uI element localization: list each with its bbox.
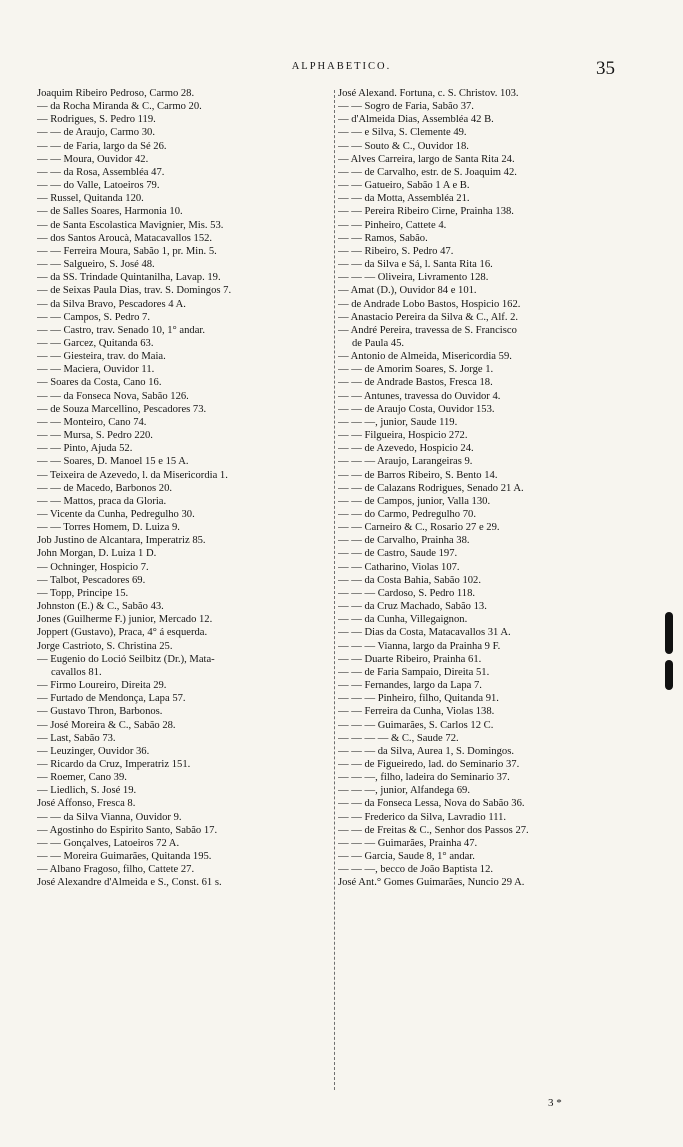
directory-entry: — — — Guimarães, S. Carlos 12 C. <box>338 719 494 731</box>
directory-entry: — de Souza Marcellino, Pescadores 73. <box>37 403 207 415</box>
directory-entry: — — da Rosa, Assembléa 47. <box>37 166 165 178</box>
column-divider <box>334 90 335 1090</box>
directory-entry: — Amat (D.), Ouvidor 84 e 101. <box>338 285 477 297</box>
directory-entry: — Antonio de Almeida, Misericordia 59. <box>338 351 512 363</box>
directory-entry: — José Moreira & C., Sabão 28. <box>37 719 176 731</box>
directory-entry: — — Carneiro & C., Rosario 27 e 29. <box>338 522 500 534</box>
directory-entry: — Rodrigues, S. Pedro 119. <box>37 114 156 126</box>
directory-entry: — — Dias da Costa, Matacavallos 31 A. <box>338 627 511 639</box>
directory-entry: — Eugenio do Loció Seilbitz (Dr.), Mata- <box>37 653 215 665</box>
directory-entry: — de Salles Soares, Harmonia 10. <box>37 206 183 218</box>
directory-entry: — — Frederico da Silva, Lavradio 111. <box>338 811 507 823</box>
directory-entry: Job Justino de Alcantara, Imperatriz 85. <box>37 535 206 547</box>
directory-entry: — de Andrade Lobo Bastos, Hospicio 162. <box>338 298 521 310</box>
page-header <box>0 58 683 80</box>
directory-entry: — — Ferreira da Cunha, Violas 138. <box>338 706 495 718</box>
directory-entry: — Agostinho do Espirito Santo, Sabão 17. <box>37 824 218 836</box>
directory-entry: — Furtado de Mendonça, Lapa 57. <box>37 693 186 705</box>
directory-entry: — Topp, Principe 15. <box>37 587 129 599</box>
directory-entry: — Anastacio Pereira da Silva & C., Alf. 2. <box>338 311 519 323</box>
directory-entry: — — — Guimarães, Prainha 47. <box>338 837 478 849</box>
directory-entry: — — da Cunha, Villegaignon. <box>338 614 468 626</box>
directory-entry: Jones (Guilherme F.) junior, Mercado 12. <box>37 614 213 626</box>
directory-entry: — — —, filho, ladeira do Seminario 37. <box>338 772 510 784</box>
page-number: 35 <box>596 58 615 79</box>
directory-entry: — — de Macedo, Barbonos 20. <box>37 482 173 494</box>
directory-entry: — — de Figueiredo, lad. do Seminario 37. <box>338 758 520 770</box>
directory-entry: — — da Fonseca Nova, Sabão 126. <box>37 390 189 402</box>
directory-entry: — — Sogro de Faria, Sabão 37. <box>338 101 474 113</box>
directory-entry: — — Gatueiro, Sabão 1 A e B. <box>338 180 470 192</box>
directory-entry: Johnston (E.) & C., Sabão 43. <box>37 601 164 613</box>
directory-entry: — — da Costa Bahia, Sabão 102. <box>338 574 481 586</box>
directory-entry: — Soares da Costa, Cano 16. <box>37 377 162 389</box>
directory-entry: — Ricardo da Cruz, Imperatriz 151. <box>37 758 191 770</box>
directory-entry: — de Santa Escolastica Mavignier, Mis. 53. <box>37 219 224 231</box>
directory-entry: — — da Motta, Assembléa 21. <box>338 193 470 205</box>
directory-entry: — — —, junior, Saude 119. <box>338 416 458 428</box>
directory-entry: — — Torres Homem, D. Luiza 9. <box>37 522 180 534</box>
directory-entry: — — Maciera, Ouvidor 11. <box>37 364 155 376</box>
page-title: ALPHABETICO. <box>291 61 392 72</box>
right-column <box>338 87 638 890</box>
directory-entry: — — Pereira Ribeiro Cirne, Prainha 138. <box>338 206 514 218</box>
directory-entry: — — Ramos, Sabão. <box>338 232 428 244</box>
directory-entry: — — de Faria Sampaio, Direita 51. <box>338 666 490 678</box>
directory-entry: — — de Calazans Rodrigues, Senado 21 A. <box>338 482 524 494</box>
directory-entry: — — Salgueiro, S. José 48. <box>37 259 155 271</box>
directory-entry: — Talbot, Pescadores 69. <box>37 574 146 586</box>
directory-entry: — — de Araujo, Carmo 30. <box>37 127 155 139</box>
directory-entry: — — de Araujo Costa, Ouvidor 153. <box>338 403 495 415</box>
directory-entry: José Alexand. Fortuna, c. S. Christov. 103. <box>338 88 519 99</box>
directory-entry: — — de Castro, Saude 197. <box>338 548 458 560</box>
directory-entry: — — Mattos, praca da Gloria. <box>37 495 167 507</box>
directory-entry: — — de Carvalho, Prainha 38. <box>338 535 470 547</box>
directory-entry: — — de Faria, largo da Sé 26. <box>37 140 167 152</box>
directory-entry: — — — Cardoso, S. Pedro 118. <box>338 587 476 599</box>
directory-entry: — — Filgueira, Hospicio 272. <box>338 430 468 442</box>
directory-entry: — — Garcia, Saude 8, 1° andar. <box>338 851 475 863</box>
directory-entry: — Ochninger, Hospicio 7. <box>37 561 149 573</box>
directory-entry: — Firmo Loureiro, Direita 29. <box>37 680 167 692</box>
directory-entry: — — Campos, S. Pedro 7. <box>37 311 151 323</box>
directory-entry: — — de Freitas & C., Senhor dos Passos 27. <box>338 824 529 836</box>
directory-entry: — Leuzinger, Ouvidor 36. <box>37 745 150 757</box>
directory-entry: — — — Oliveira, Livramento 128. <box>338 272 489 284</box>
directory-entry: — — da Fonseca Lessa, Nova do Sabão 36. <box>338 798 525 810</box>
directory-entry: — — Monteiro, Cano 74. <box>37 416 147 428</box>
directory-entry: — — Pinto, Ajuda 52. <box>37 443 133 455</box>
directory-entry: — — Ribeiro, S. Pedro 47. <box>338 245 454 257</box>
directory-entry: — — Moreira Guimarães, Quitanda 195. <box>37 851 212 863</box>
directory-entry: — Teixeira de Azevedo, l. da Misericordia 1. <box>37 469 228 481</box>
directory-entry: — — — — & C., Saude 72. <box>338 732 459 744</box>
binding-hole-mark <box>665 660 673 690</box>
directory-entry: — Vicente da Cunha, Pedregulho 30. <box>37 509 195 520</box>
directory-entry: — — de Andrade Bastos, Fresca 18. <box>338 377 493 389</box>
directory-entry: — — Castro, trav. Senado 10, 1° andar. <box>37 324 206 336</box>
directory-entry: — — de Carvalho, estr. de S. Joaquim 42. <box>338 166 517 178</box>
directory-entry: — — da Silva Vianna, Ouvidor 9. <box>37 811 182 823</box>
directory-entry: — — Soares, D. Manoel 15 e 15 A. <box>37 456 189 468</box>
directory-entry: — Gustavo Thron, Barbonos. <box>37 706 163 718</box>
directory-entry: — — Duarte Ribeiro, Prainha 61. <box>338 653 482 665</box>
directory-entry: José Affonso, Fresca 8. <box>37 798 136 810</box>
directory-entry: — — da Cruz Machado, Sabão 13. <box>338 601 487 613</box>
directory-entry: — — —, becco de João Baptista 12. <box>338 864 494 876</box>
directory-entry: — Albano Fragoso, filho, Cattete 27. <box>37 864 195 876</box>
directory-entry: José Alexandre d'Almeida e S., Const. 61 s. <box>37 877 222 889</box>
directory-entry: Joppert (Gustavo), Praca, 4° á esquerda. <box>37 627 208 639</box>
directory-entry: — — Giesteira, trav. do Maia. <box>37 351 166 363</box>
directory-entry: — — — da Silva, Aurea 1, S. Domingos. <box>338 745 514 757</box>
directory-entry: — Last, Sabão 73. <box>37 732 116 744</box>
directory-entry: — — Catharino, Violas 107. <box>338 561 460 573</box>
directory-entry: — — — Pinheiro, filho, Quitanda 91. <box>338 693 499 705</box>
directory-entry: — — Souto & C., Ouvidor 18. <box>338 140 469 152</box>
directory-entry: — — de Campos, junior, Valla 130. <box>338 495 491 507</box>
directory-entry: — — do Carmo, Pedregulho 70. <box>338 509 476 520</box>
directory-entry: Jorge Castrioto, S. Christina 25. <box>37 640 173 652</box>
directory-entry: — dos Santos Aroucà, Matacavallos 152. <box>37 232 213 244</box>
directory-entry: — — do Valle, Latoeiros 79. <box>37 180 160 192</box>
directory-entry: cavallos 81. <box>51 666 102 678</box>
directory-entry: Joaquim Ribeiro Pedroso, Carmo 28. <box>37 88 195 99</box>
directory-entry: — da Rocha Miranda & C., Carmo 20. <box>37 101 202 113</box>
directory-entry: José Ant.° Gomes Guimarães, Nuncio 29 A. <box>338 877 525 889</box>
directory-entry: — Roemer, Cano 39. <box>37 772 127 784</box>
directory-entry: — André Pereira, travessa de S. Francisco <box>338 324 517 336</box>
directory-entry: — — de Azevedo, Hospicio 24. <box>338 443 474 455</box>
directory-entry: — da SS. Trindade Quintanilha, Lavap. 19. <box>37 272 221 284</box>
directory-entry: — — Pinheiro, Cattete 4. <box>338 219 447 231</box>
directory-entry: — Russel, Quitanda 120. <box>37 193 144 205</box>
directory-entry: — — de Amorim Soares, S. Jorge 1. <box>338 364 494 376</box>
directory-entry: — Liedlich, S. José 19. <box>37 785 137 797</box>
directory-entry: — d'Almeida Dias, Assembléa 42 B. <box>338 114 494 126</box>
left-column <box>37 87 332 890</box>
directory-entry: — — — Vianna, largo da Prainha 9 F. <box>338 640 501 652</box>
directory-entry: — — — Araujo, Larangeiras 9. <box>338 456 473 468</box>
directory-entry: — — Ferreira Moura, Sabão 1, pr. Min. 5. <box>37 245 217 257</box>
signature-mark: 3 * <box>548 1097 562 1109</box>
directory-entry: — Alves Carreira, largo de Santa Rita 24. <box>338 153 515 165</box>
directory-entry: — de Seixas Paula Dias, trav. S. Domingos 7. <box>37 285 232 297</box>
directory-entry: — — de Barros Ribeiro, S. Bento 14. <box>338 469 498 481</box>
binding-hole-mark <box>665 612 673 654</box>
directory-entry: — — da Silva e Sá, l. Santa Rita 16. <box>338 259 493 271</box>
directory-entry: John Morgan, D. Luiza 1 D. <box>37 548 157 560</box>
directory-entry: — — Garcez, Quitanda 63. <box>37 337 154 349</box>
directory-entry: — — —, junior, Alfandega 69. <box>338 785 470 797</box>
directory-entry: — da Silva Bravo, Pescadores 4 A. <box>37 298 186 310</box>
directory-entry: de Paula 45. <box>352 337 405 349</box>
directory-entry: — — Antunes, travessa do Ouvidor 4. <box>338 390 501 402</box>
directory-entry: — — Moura, Ouvidor 42. <box>37 153 149 165</box>
directory-entry: — — Fernandes, largo da Lapa 7. <box>338 680 482 692</box>
directory-entry: — — Mursa, S. Pedro 220. <box>37 430 153 442</box>
directory-entry: — — e Silva, S. Clemente 49. <box>338 127 467 139</box>
directory-entry: — — Gonçalves, Latoeiros 72 A. <box>37 837 180 849</box>
